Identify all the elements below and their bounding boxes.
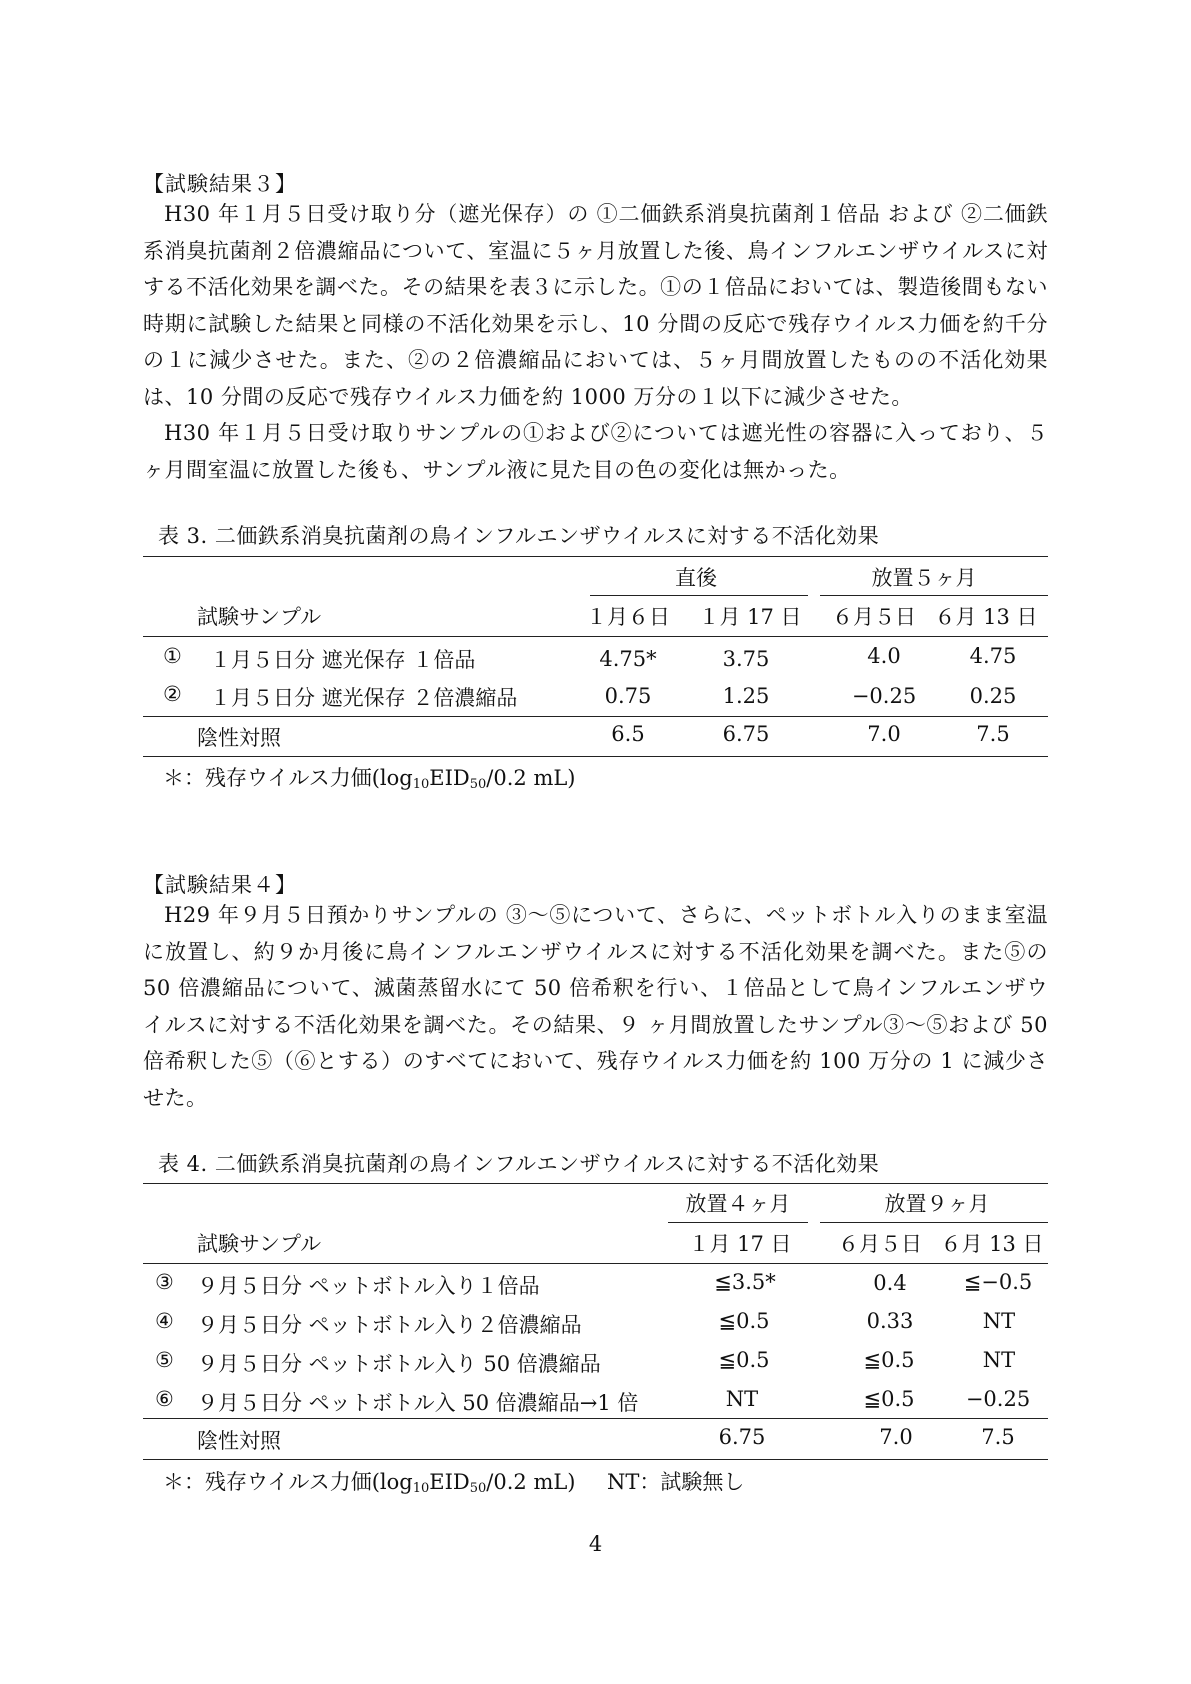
table4-cell: NT: [982, 1309, 1016, 1333]
table3-cell: 6.75: [722, 722, 770, 746]
table3-cell: 6.5: [611, 722, 645, 746]
table4-row-mark: ④: [155, 1309, 174, 1333]
table3-cell: 7.0: [867, 722, 901, 746]
table3-cell: 4.75*: [599, 647, 657, 671]
table4-top-rule: [143, 1183, 1048, 1184]
table3-col-header: １月６日: [586, 605, 670, 629]
table3-cell: 4.75: [969, 644, 1017, 668]
table4-cell: −0.25: [965, 1387, 1031, 1411]
table3-group-header-5months: 放置５ヶ月: [871, 566, 977, 590]
table4-row-mark: ③: [155, 1270, 174, 1294]
table3-body-rule: [143, 716, 1048, 717]
table4-cell: 0.33: [866, 1309, 914, 1333]
table4-group-rule-2: [820, 1222, 1048, 1223]
table3-group-rule-2: [820, 595, 1048, 596]
table4-group-header-4months: 放置４ヶ月: [685, 1192, 791, 1216]
section4-heading: 【試験結果４】: [143, 873, 297, 897]
page-number: 4: [588, 1532, 603, 1556]
table3-footnote: ＊：残存ウイルス力価($\log_{10}EID_{50}/0.2$ mL): [163, 766, 576, 792]
table4-body-rule: [143, 1418, 1048, 1419]
table3-cell: 4.0: [867, 644, 901, 668]
table4-cell: NT: [725, 1387, 759, 1411]
section4-paragraph-1: H29 年９月５日預かりサンプルの ③〜⑤について、さらに、ペットボトル入りのまま室温に放置し、約９か月後に鳥インフルエンザウイルスに対する不活化効果を調べた。また⑤の 50 倍濃縮品について、滅菌蒸留水にて 50 倍希釈を行い、１倍品として鳥インフルエンザウイルスに対する不活化効果を調べた。その結果、９ ヶ月間放置したサンプル③〜⑤および 50 倍希釈した⑤（⑥とする）のすべてにおいて、残存ウイルス力価を約 100 万分の 1 に減少させた。: [143, 903, 1048, 1110]
table4-cell: ≦0.5: [863, 1348, 915, 1372]
table4-group-rule-1: [668, 1222, 808, 1223]
table3-cell: 0.25: [969, 684, 1017, 708]
table3-group-header-immediate: 直後: [675, 566, 717, 590]
table4-bottom-rule: [143, 1459, 1048, 1460]
table3-row-label: １月５日分 遮光保存 ２倍濃縮品: [210, 686, 518, 710]
table3-top-rule: [143, 556, 1048, 557]
table4-col-header: ６月 13 日: [940, 1232, 1044, 1256]
table4-nt-note: NT：試験無し: [607, 1470, 745, 1494]
table4-row-label: ９月５日分 ペットボトル入 50 倍濃縮品→1 倍: [197, 1391, 639, 1415]
table4-footnote: ＊：残存ウイルス力価($\log_{10}EID_{50}/0.2$ mL): [163, 1470, 576, 1496]
table4-cell: 7.0: [879, 1425, 913, 1449]
table4-cell: 7.5: [981, 1425, 1015, 1449]
table3-cell: −0.25: [851, 684, 917, 708]
table4-row-label: ９月５日分 ペットボトル入り２倍濃縮品: [197, 1313, 582, 1337]
table3-row-mark: ②: [163, 682, 182, 706]
table4-cell: ≦0.5: [718, 1309, 770, 1333]
section3-paragraph-1: H30 年１月５日受け取り分（遮光保存）の ①二価鉄系消臭抗菌剤１倍品 および ②二価鉄系消臭抗菌剤２倍濃縮品について、室温に５ヶ月放置した後、鳥インフルエンザウイルスに対する不活化効果を調べた。その結果を表３に示した。①の１倍品においては、製造後間もない時期に試験した結果と同様の不活化効果を示し、10 分間の反応で残存ウイルス力価を約千分の１に減少させた。また、②の２倍濃縮品においては、５ヶ月間放置したものの不活化効果は、10 分間の反応で残存ウイルス力価を約 1000 万分の１以下に減少させた。: [143, 202, 1048, 409]
table4-row-mark: ⑥: [155, 1387, 174, 1411]
table4-col-header: １月 17 日: [688, 1232, 792, 1256]
table3-cell: 1.25: [722, 684, 770, 708]
section3-paragraph-2: H30 年１月５日受け取りサンプルの①および②については遮光性の容器に入っており、５ヶ月間室温に放置した後も、サンプル液に見た目の色の変化は無かった。: [143, 421, 1048, 482]
table3-row-mark: ①: [163, 644, 182, 668]
table3-bottom-rule: [143, 756, 1048, 757]
table3-row-label: 陰性対照: [197, 726, 281, 750]
table4-row-label: 陰性対照: [197, 1429, 281, 1453]
table4-row-label: ９月５日分 ペットボトル入り 50 倍濃縮品: [197, 1352, 601, 1376]
table3-cell: 0.75: [604, 684, 652, 708]
table4-cell: ≦0.5: [863, 1387, 915, 1411]
table4-cell: NT: [982, 1348, 1016, 1372]
table4-cell: ≦−0.5: [963, 1270, 1033, 1294]
table4-cell: 6.75: [718, 1425, 766, 1449]
section3-heading: 【試験結果３】: [143, 172, 297, 196]
table3-col-header: ６月５日: [832, 605, 916, 629]
table3-caption: 表 3. 二価鉄系消臭抗菌剤の鳥インフルエンザウイルスに対する不活化効果: [158, 524, 880, 548]
table4-sample-header: 試験サンプル: [197, 1232, 322, 1256]
table3-col-header: ６月 13 日: [934, 605, 1038, 629]
table3-row-label: １月５日分 遮光保存 １倍品: [210, 648, 476, 672]
table3-cell: 7.5: [976, 722, 1010, 746]
table3-header-rule: [143, 636, 1048, 637]
table3-col-header: １月 17 日: [698, 605, 802, 629]
table4-group-header-9months: 放置９ヶ月: [884, 1192, 990, 1216]
table4-header-rule: [143, 1263, 1048, 1264]
table4-cell: 0.4: [873, 1271, 907, 1295]
table4-row-mark: ⑤: [155, 1348, 174, 1372]
table4-caption: 表 4. 二価鉄系消臭抗菌剤の鳥インフルエンザウイルスに対する不活化効果: [158, 1152, 880, 1176]
table3-group-rule-1: [590, 595, 808, 596]
table4-cell: ≦0.5: [718, 1348, 770, 1372]
table3-sample-header: 試験サンプル: [197, 605, 322, 629]
table4-cell: ≦3.5*: [714, 1270, 776, 1294]
table4-row-label: ９月５日分 ペットボトル入り１倍品: [197, 1274, 540, 1298]
table3-cell: 3.75: [722, 647, 770, 671]
table4-col-header: ６月５日: [838, 1232, 922, 1256]
